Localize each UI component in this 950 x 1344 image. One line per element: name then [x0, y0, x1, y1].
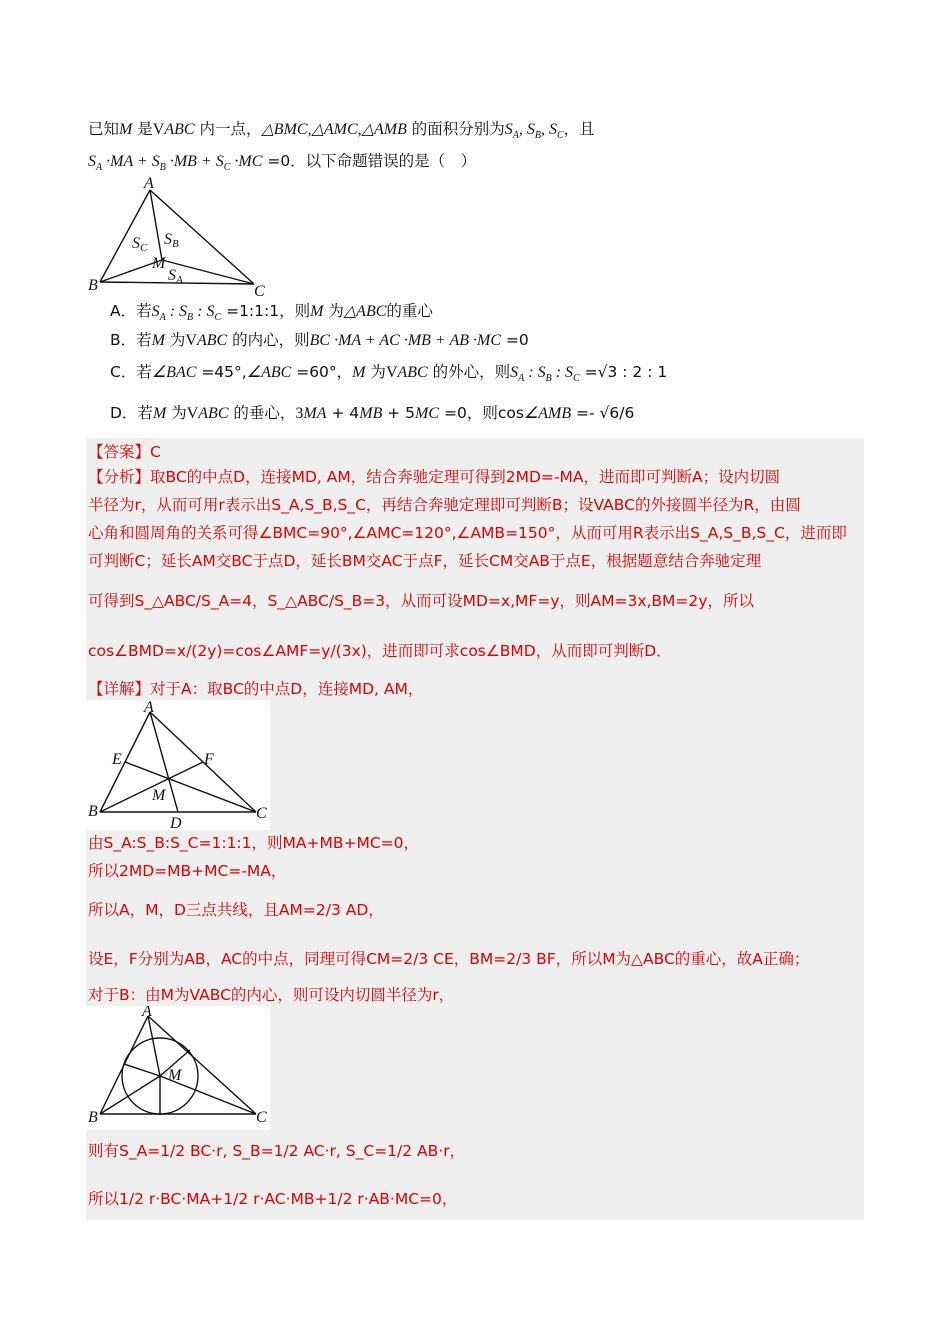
- option-c: C．若∠BAC =45°,∠ABC =60°，M 为VABC 的外心，则$S_A$ : $S_B$ : $S_C =√3$ : 2 : 1: [110, 363, 668, 385]
- fig2-label-A: A: [144, 700, 154, 716]
- detail-line-4: 所以A，M，D三点共线，且AM=2/3 AD，: [88, 901, 384, 919]
- option-d: D．若M 为VABC 的垂心，3MA + 4MB + 5MC =0，则cos∠AMB =- √6/6: [110, 404, 635, 422]
- fig3-label-A: A: [142, 1006, 152, 1020]
- analysis-line-2: 半径为r，从而可用r表示出S_A,S_B,S_C，再结合奔驰定理即可判断B；设VABC的外接圆半径为R，由圆: [88, 496, 801, 514]
- detail-line-5: 设E，F分别为AB，AC的中点，同理可得CM=2/3 CE，BM=2/3 BF，所以M为△ABC的重心，故A正确；: [88, 950, 810, 968]
- option-b: B．若M 为VABC 的内心，则BC ·MA + AC ·MB + AB ·MC =0: [110, 331, 529, 349]
- fig1-label-B: B: [88, 277, 98, 294]
- figure-centroid: [86, 700, 270, 830]
- detail-line-7: 则有S_A=1/2 BC·r, S_B=1/2 AC·r, S_C=1/2 AB·r，: [88, 1142, 466, 1160]
- question-line-2: $S_A \cdot MA + S_B \cdot MB + S_C \cdot MC =0$．以下命题错误的是（ ）: [88, 152, 477, 174]
- fig1-label-M: M: [152, 255, 166, 272]
- detail-line-3: 所以2MD=MB+MC=-MA，: [88, 862, 287, 880]
- fig2-label-E: E: [112, 751, 122, 768]
- fig2-label-C: C: [256, 805, 267, 822]
- detail-line-2: 由S_A:S_B:S_C=1:1:1，则MA+MB+MC=0，: [88, 834, 420, 852]
- question-line-1: 已知M 是VABC 内一点，△BMC,△AMC,△AMB 的面积分别为$S_A$, $S_B$, $S_C$，且: [88, 120, 595, 142]
- analysis-line-6: cos∠BMD=x/(2y)=cos∠AMF=y/(3x)，进而即可求cos∠BMD，从而即可判断D．: [88, 642, 672, 660]
- analysis-line-3: 心角和圆周角的关系可得∠BMC=90°,∠AMC=120°,∠AMB=150°，从而可用R表示出S_A,S_B,S_C，进而即: [88, 524, 847, 542]
- fig2-label-D: D: [170, 815, 182, 830]
- fig1-label-SA: SA: [168, 267, 183, 286]
- fig1-label-SC: SC: [132, 235, 148, 254]
- detail-line-6: 对于B：由M为VABC的内心，则可设内切圆半径为r，: [88, 986, 455, 1004]
- analysis-line-5: 可得到S_△ABC/S_A=4，S_△ABC/S_B=3，从而可设MD=x,MF=y，则AM=3x,BM=2y，所以: [88, 592, 754, 610]
- analysis-line-4: 可判断C；延长AM交BC于点D，延长BM交AC于点F，延长CM交AB于点E，根据题意结合奔驰定理: [88, 552, 762, 570]
- fig3-label-C: C: [256, 1109, 267, 1126]
- analysis-line-1: 【分析】取BC的中点D，连接MD, AM，结合奔驰定理可得到2MD=-MA，进而即可判断A；设内切圆: [88, 468, 781, 486]
- fig1-label-C: C: [254, 283, 265, 298]
- fig1-label-SB: SB: [164, 231, 179, 250]
- detail-line-1: 【详解】对于A：取BC的中点D，连接MD, AM，: [88, 680, 424, 698]
- fig1-label-A: A: [144, 176, 154, 192]
- figure-incircle: [86, 1006, 270, 1130]
- fig2-label-B: B: [88, 803, 98, 820]
- detail-line-8: 所以1/2 r·BC·MA+1/2 r·AC·MB+1/2 r·AB·MC=0，: [88, 1190, 458, 1208]
- fig3-label-B: B: [88, 1109, 98, 1126]
- answer-label: 【答案】C: [88, 443, 161, 461]
- fig2-label-F: F: [204, 751, 214, 768]
- fig2-label-M: M: [152, 787, 166, 804]
- option-a: A．若$S_A$ : $S_B$ : $S_C$ =1:1:1，则M 为△ABC的重心: [110, 302, 433, 324]
- fig3-label-M: M: [168, 1067, 182, 1084]
- figure-triangle-areas: [86, 176, 276, 298]
